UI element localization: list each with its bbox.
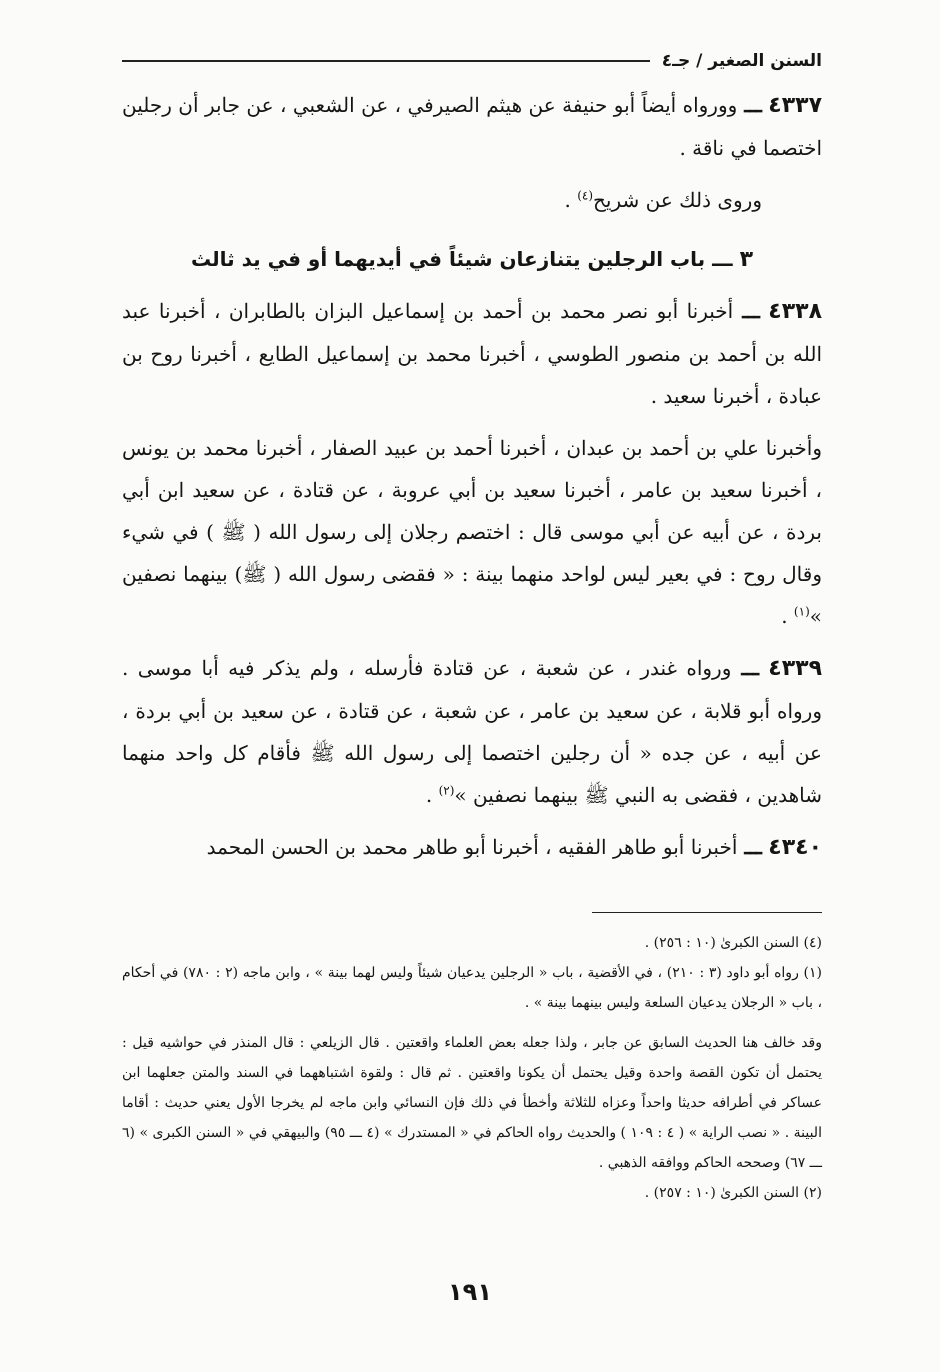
hadith-number: ٤٣٤٠ [768,835,822,860]
hadith-text: وورواه أيضاً أبو حنيفة عن هيثم الصيرفي ، عن الشعبي ، عن جابر أن رجلين اختصما في ناقة . [122,93,822,160]
hadith-4339 [122,647,822,816]
hadith-text: أخبرنا أبو طاهر الفقيه ، أخبرنا أبو طاهر محمد بن الحسن المحمد [206,835,738,859]
hadith-tail: . [425,783,439,807]
hadith-number: ٤٣٣٨ [768,299,823,324]
hadith-text: أخبرنا أبو نصر محمد بن أحمد بن إسماعيل البزان بالطابران ، أخبرنا عبد الله بن أحمد بن منصور الطوسي ، أخبرنا محمد بن إسماعيل الطايع ، أخبرنا روح بن عبادة ، أخبرنا سعيد . [122,299,822,408]
hadith-4337 [122,84,822,169]
hadith-4338 [122,290,822,417]
footnotes [122,928,822,1208]
footnote-ref: (١) [793,604,810,619]
footnote-ref: (٢) [438,783,455,798]
chapter-heading [122,239,822,280]
hadith-4340 [122,826,822,869]
hadith-number: ٤٣٣٩ [768,656,823,681]
running-header [122,44,822,78]
page-number: ١٩١ [448,1278,492,1306]
chapter-title: باب الرجلين يتنازعان شيئاً في أيديهما أو في يد ثالث [190,247,706,271]
hadith-4338-second-chain [122,427,822,637]
main-text [122,84,822,879]
dash: ـــ [733,299,760,323]
footnote-2: (٢) السنن الكبرىٰ (١٠ : ٢٥٧) . [644,1185,822,1201]
chapter-number: ٣ [739,247,754,272]
header-rule [122,60,650,62]
running-title: السنن الصغير / جـ٤ [661,51,822,71]
dash: ـــ [705,247,733,271]
dash: ـــ [737,835,762,859]
dash: ـــ [731,656,759,680]
footnote-1: (١) رواه أبو داود (٣ : ٢١٠) ، في الأقضية ، باب « الرجلين يدعيان شيئاً وليس لهما بينة » ، وابن ماجه (٢ : ٧٨٠) في أحكام ، باب « الرجلان يدعيان السلعة وليس بينهما بينة » . [122,965,822,1011]
narration-shurayh [122,179,822,221]
hadith-text: وأخبرنا علي بن أحمد بن عبدان ، أخبرنا أحمد بن عبيد الصفار ، أخبرنا محمد بن يونس ، أخبرنا سعيد بن عامر ، أخبرنا سعيد بن أبي عروبة ، عن قتادة ، عن سعيد ابن أبي بردة ، عن أبيه عن أبي موسى قال : اختصم رجلان إلى رسول الله ( ﷺ ) في شيء وقال روح : في بعير ليس لواحد منهما بينة : « فقضى رسول الله ( ﷺ) بينهما نصفين » [122,436,822,628]
hadith-text: ورواه غندر ، عن شعبة ، عن قتادة فأرسله ، ولم يذكر فيه أبا موسى . ورواه أبو قلابة ، عن سعيد بن عامر ، عن شعبة ، عن قتادة ، عن سعيد بن أبي بردة ، عن أبيه ، عن جده « أن رجلين اختصما إلى رسول الله ﷺ فأقام كل واحد منهما شاهدين ، فقضى به النبي ﷺ بينهما نصفين » [122,656,822,807]
narration-tail: . [564,188,578,212]
hadith-tail: . [781,604,794,628]
hadith-number: ٤٣٣٧ [768,93,822,118]
footnote-rule [592,912,822,913]
footnote-4: (٤) السنن الكبرىٰ (١٠ : ٢٥٦) . [644,935,822,951]
footnote-commentary: وقد خالف هنا الحديث السابق عن جابر ، ولذا جعله بعض العلماء واقعتين . قال الزيلعي : قال المنذر في حواشيه قيل : يحتمل أن تكون القصة واحدة وقيل يحتمل أن يكونا واقعتين . ثم قال : ولقوة اشتباههما في السند والمتن جعلهما ابن عساكر في أطرافه حديثا واحداً وعزاه للثلاثة وأخطأ في ذلك فإن النسائي وابن ماجه لم يخرجا الأول يعني حديث : أقاما البينة . « نصب الراية » ( ٤ : ١٠٩ ) والحديث رواه الحاكم في « المستدرك » (٤ ـــ ٩٥) والبيهقي في « السنن الكبرى » (٦ ـــ ٦٧) وصححه الحاكم ووافقه الذهبي . [122,1035,822,1171]
narration-text: وروى ذلك عن شريح [593,188,762,212]
dash: ـــ [737,93,762,117]
footnote-ref: (٤) [577,188,594,203]
